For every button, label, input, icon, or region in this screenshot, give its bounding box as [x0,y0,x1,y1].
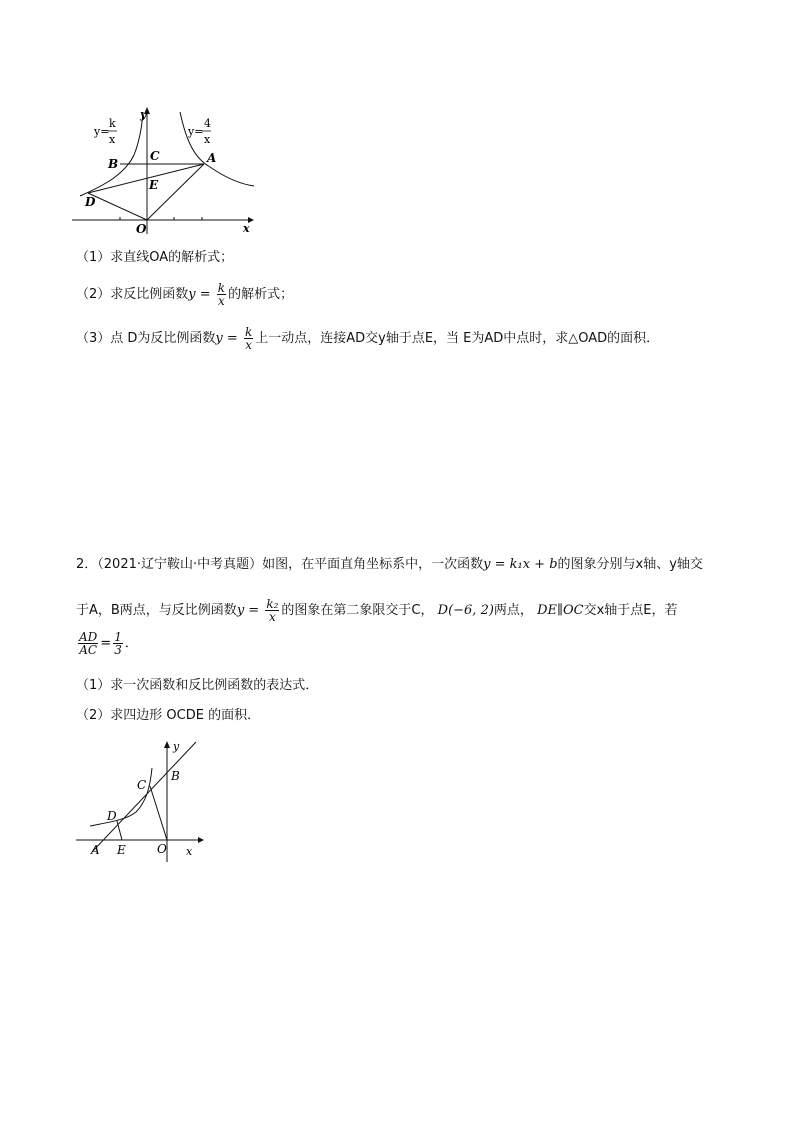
problem2-statement-line2: 于A，B两点，与反比例函数y = $\frac{\text{k₂}}{x}$ 的图象在第二象限交于C， D(−6, 2)两点， DE∥OC交x轴于点E，若 [76,597,678,624]
problem1-q2: （2）求反比例函数y = $\frac{k}{x}$ 的解析式； [76,281,294,308]
problem2-q2: （2）求四边形 OCDE 的面积． [76,708,261,723]
label-a: A [91,843,100,857]
fraction-ad-over-ac: $\frac{AD}{AC}$ [79,630,98,657]
problem2-ratio: $\frac{AD}{AC}$ = $\frac{1}{3}$ ． [79,630,138,657]
label-x-axis: x [186,845,193,858]
label-o: O [136,222,147,236]
figure-2-coordinate-diagram [70,738,220,864]
x-axis-arrow [198,837,204,843]
fraction-one-third: $\frac{1}{3}$ [114,630,122,657]
label-e: E [117,843,126,857]
segment-oa [147,164,204,220]
label-c: C [150,149,160,163]
problem1-q3: （3）点 D为反比例函数y = $\frac{k}{x}$ 上一动点，连接AD交y轴于点E，当 E为AD中点时，求△OAD的面积． [76,325,660,352]
fraction-k2-over-x: $\frac{\text{k₂}}{x}$ [266,597,279,624]
curve-k2-over-x [90,768,152,826]
label-left-curve-prefix: y= [94,125,110,138]
fraction-k-over-x: $\frac{k}{x}$ [244,325,253,352]
label-right-curve-prefix: y= [188,125,204,138]
label-a: A [207,151,217,165]
figure-1-coordinate-diagram [70,100,260,240]
segment-oc [150,786,167,840]
segment-de [117,821,122,840]
label-x-axis: x [243,222,250,235]
fraction-k-over-x: $\frac{k}{x}$ [217,281,226,308]
label-right-curve-num: 4 [204,117,211,130]
problem2-q1: （1）求一次函数和反比例函数的表达式． [76,678,319,693]
line-ab [92,742,196,852]
segment-od [88,193,147,220]
problem1-q1: （1）求直线OA的解析式； [76,250,234,265]
y-axis-arrow [164,741,170,748]
label-o: O [157,842,167,856]
label-c: C [137,778,147,792]
problem2-statement-line1: 2．（2021·辽宁鞍山·中考真题）如图，在平面直角坐标系中，一次函数y = k₁x + b的图象分别与x轴、y轴交 [76,557,703,572]
label-y-axis: y [173,740,180,753]
segment-da [88,164,204,193]
label-d: D [107,809,117,823]
label-b: B [171,769,180,783]
label-left-curve-den: x [109,133,116,146]
label-right-curve-den: x [204,133,211,146]
label-b: B [108,157,119,171]
label-e: E [149,178,159,192]
label-left-curve-num: k [109,117,116,130]
label-y-axis: y [140,108,147,121]
label-d: D [85,195,96,209]
curve-4-over-x [180,112,254,186]
